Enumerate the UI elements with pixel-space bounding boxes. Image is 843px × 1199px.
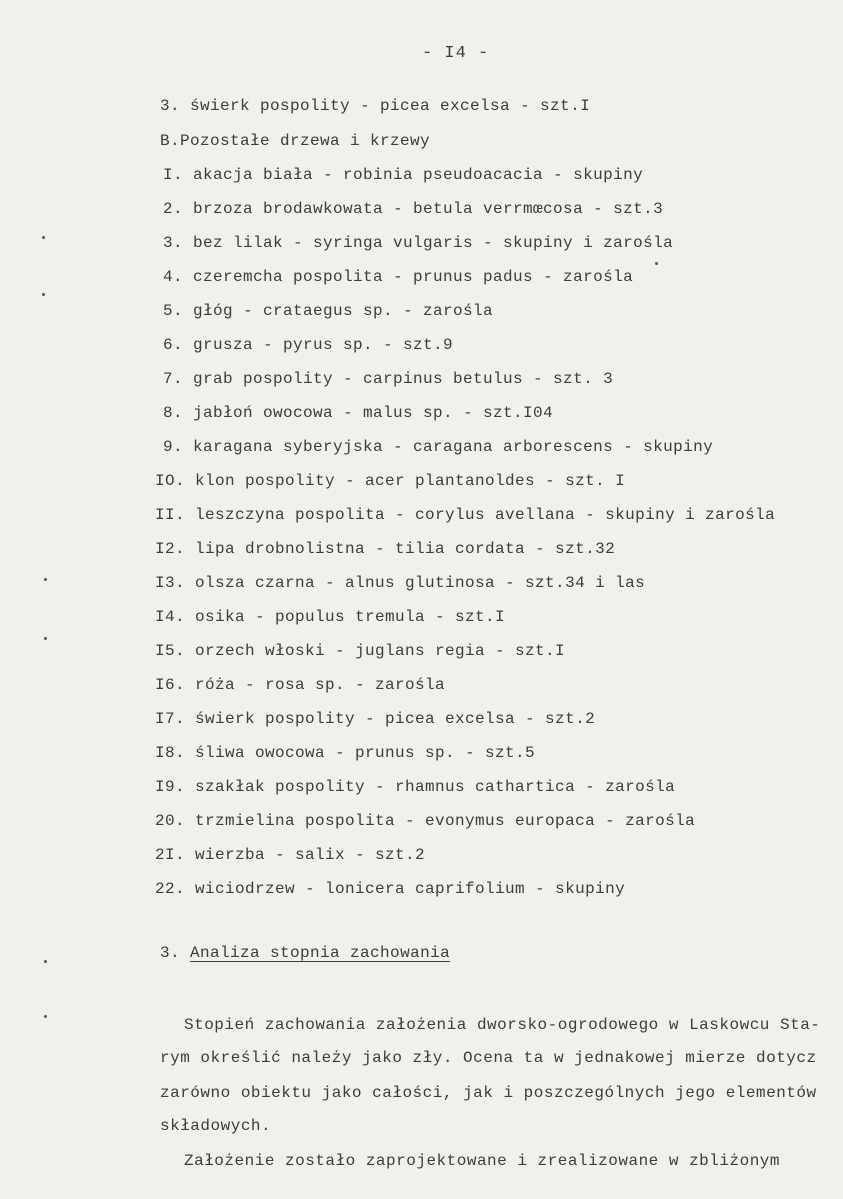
list-item: I5. orzech włoski - juglans regia - szt.I <box>155 642 566 660</box>
section-heading <box>160 944 450 962</box>
list-item: 2I. wierzba - salix - szt.2 <box>155 846 426 864</box>
scan-speck <box>655 262 658 265</box>
list-item: 7. grab pospolity - carpinus betulus - szt. 3 <box>163 370 614 388</box>
list-item: 5. głóg - crataegus sp. - zarośla <box>163 302 494 320</box>
scan-speck <box>42 236 45 239</box>
list-item: I8. śliwa owocowa - prunus sp. - szt.5 <box>155 744 536 762</box>
list-item: I3. olsza czarna - alnus glutinosa - szt.34 i las <box>155 574 646 592</box>
list-item: 22. wiciodrzew - lonicera caprifolium - skupiny <box>155 880 626 898</box>
page-number: - I4 - <box>422 44 490 63</box>
paragraph-line: Założenie zostało zaprojektowane i zrealizowane w zbliżonym <box>184 1152 780 1170</box>
list-item: 6. grusza - pyrus sp. - szt.9 <box>163 336 454 354</box>
paragraph-line: rym określić należy jako zły. Ocena ta w jednakowej mierze dotycz <box>160 1049 817 1067</box>
list-item: II. leszczyna pospolita - corylus avellana - skupiny i zarośla <box>155 506 776 524</box>
list-item: I7. świerk pospolity - picea excelsa - szt.2 <box>155 710 596 728</box>
paragraph-line: zarówno obiektu jako całości, jak i poszczególnych jego elementów <box>160 1084 817 1102</box>
list-item: 8. jabłoń owocowa - malus sp. - szt.I04 <box>163 404 554 422</box>
list-item: I2. lipa drobnolistna - tilia cordata - szt.32 <box>155 540 616 558</box>
list-item: IO. klon pospolity - acer plantanoldes - szt. I <box>155 472 626 490</box>
scan-speck <box>44 1015 47 1018</box>
paragraph-line: składowych. <box>160 1117 272 1135</box>
list-item: 4. czeremcha pospolita - prunus padus - zarośla <box>163 268 634 286</box>
list-item: I6. róża - rosa sp. - zarośla <box>155 676 446 694</box>
paragraph-line: Stopień zachowania założenia dworsko-ogrodowego w Laskowcu Sta- <box>184 1016 821 1034</box>
scan-speck <box>44 578 47 581</box>
subsection-heading: B.Pozostałe drzewa i krzewy <box>160 132 431 150</box>
scan-speck <box>44 960 47 963</box>
scan-speck <box>44 637 47 640</box>
scan-speck <box>42 293 45 296</box>
list-item: 9. karagana syberyjska - caragana arborescens - skupiny <box>163 438 714 456</box>
list-item: 3. bez lilak - syringa vulgaris - skupiny i zarośla <box>163 234 674 252</box>
list-line: 3. świerk pospolity - picea excelsa - szt.I <box>160 97 591 115</box>
list-item: 20. trzmielina pospolita - evonymus europaca - zarośla <box>155 812 696 830</box>
list-item: I4. osika - populus tremula - szt.I <box>155 608 506 626</box>
list-item: I. akacja biała - robinia pseudoacacia - skupiny <box>163 166 644 184</box>
list-item: I9. szakłak pospolity - rhamnus cathartica - zarośla <box>155 778 676 796</box>
section-number: 3. <box>160 944 181 962</box>
section-title: Analiza stopnia zachowania <box>190 944 451 962</box>
list-item: 2. brzoza brodawkowata - betula verrmœcosa - szt.3 <box>163 200 664 218</box>
